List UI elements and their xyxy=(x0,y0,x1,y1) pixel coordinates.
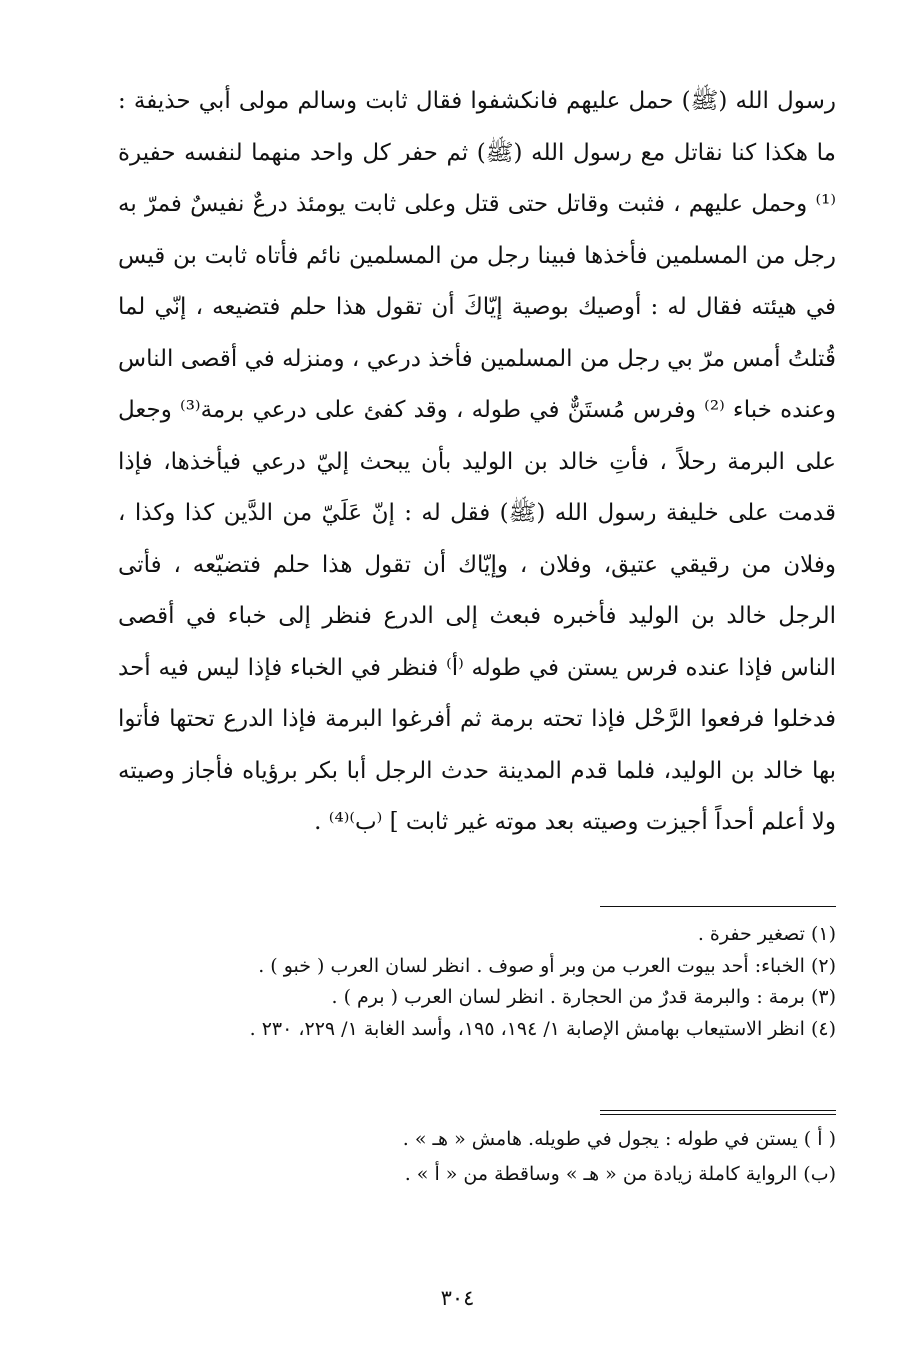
footnote-divider xyxy=(600,906,836,907)
body-paragraph: رسول الله (ﷺ) حمل عليهم فانكشفوا فقال ثابت وسالم مولى أبي حذيفة : ما هكذا كنا نقاتل مع رسول الله (ﷺ) ثم حفر كل واحد منهما لنفسه حفيرة ⁽¹⁾ وحمل عليهم ، فثبت وقاتل حتى قتل وعلى ثابت يومئذ درعٌ نفيسٌ فمرّ به رجل من المسلمين فأخذها فبينا رجل من المسلمين نائم فأتاه ثابت بن قيس في هيئته فقال له : أوصيك بوصية إيّاكَ أن تقول هذا حلم فتضيعه ، إنّي لما قُتلتُ أمس مرّ بي رجل من المسلمين فأخذ درعي ، ومنزله في أقصى الناس وعنده خباء ⁽²⁾ وفرس مُستَنٌّ في طوله ، وقد كفئ على درعي برمة⁽³⁾ وجعل على البرمة رحلاً ، فأتِ خالد بن الوليد بأن يبحث إليّ درعي فيأخذها، فإذا قدمت على خليفة رسول الله (ﷺ) فقل له : إنّ عَلَيّ من الدَّين كذا وكذا ، وفلان من رقيقي عتيق، وفلان ، وإيّاك أن تقول هذا حلم فتضيّعه ، فأتى الرجل خالد بن الوليد فأخبره فبعث إلى الدرع فنظر إلى خباء في أقصى الناس فإذا عنده فرس يستن في طوله ⁽أ⁾ فنظر في الخباء فإذا ليس فيه أحد فدخلوا فرفعوا الرَّحْل فإذا تحته برمة ثم أفرغوا البرمة فإذا الدرع تحتها فأتوا بها خالد بن الوليد، فلما قدم المدينة حدث الرجل أبا بكر برؤياه فأجاز وصيته ولا أعلم أحداً أجيزت وصيته بعد موته غير ثابت ] ⁽ب⁾⁽⁴⁾ . xyxy=(118,88,836,835)
footnotes xyxy=(118,919,836,1045)
variant-note-b: (ب) الرواية كاملة زيادة من « هـ » وساقطة من « أ » . xyxy=(404,1163,836,1185)
footnote-3: (٣) برمة : والبرمة قدرٌ من الحجارة . انظر لسان العرب ( برم ) . xyxy=(331,986,836,1008)
footnote-1: (١) تصغير حفرة . xyxy=(697,923,836,945)
variant-note-a: ( أ ) يستن في طوله : يجول في طويله. هامش « هـ » . xyxy=(402,1128,836,1150)
main-text xyxy=(118,76,836,849)
footnote-4: (٤) انظر الاستيعاب بهامش الإصابة ١/ ١٩٤، ١٩٥، وأسد الغابة ١/ ٢٢٩، ٢٣٠ . xyxy=(249,1017,836,1040)
variant-notes xyxy=(118,1122,836,1192)
page-number: ٣٠٤ xyxy=(440,1286,475,1310)
variant-notes-divider xyxy=(600,1110,836,1115)
footnote-2: (٢) الخباء: أحد بيوت العرب من وبر أو صوف . انظر لسان العرب ( خبو ) . xyxy=(258,954,836,977)
